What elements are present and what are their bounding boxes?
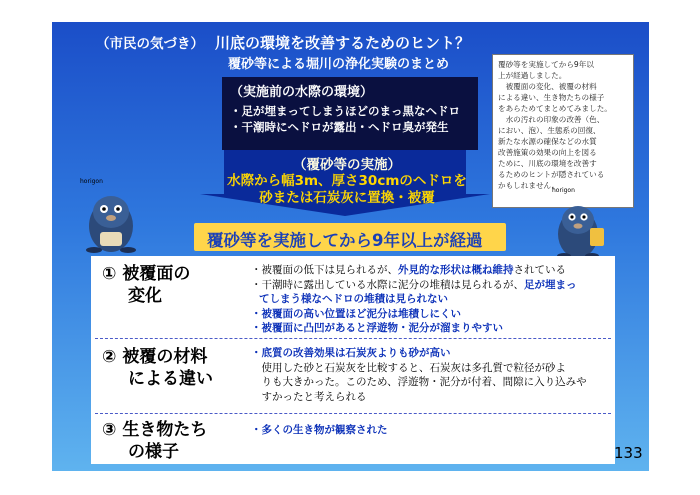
section-1-head-2: 変化 bbox=[128, 286, 162, 306]
findings-panel bbox=[91, 256, 615, 464]
section-1-head-1: 被覆面の bbox=[122, 264, 191, 284]
section-1-heading bbox=[102, 263, 190, 307]
summary-note-text: 覆砂等を実施してから9年以 上が経過しました。 被覆面の変化、被覆の材料 による違い、生き物たちの様子 をあらためてまとめてみました。 水の汚れの印象の改善（色、 におい、泡）、生態系の回復、 新たな水源の確保などの水質 改善施策の効果の向上を図る ために、川底の環境を改善す るためのヒントが隠されている かもしれません。 bbox=[498, 60, 612, 190]
mascot-right-icon bbox=[552, 192, 608, 260]
summary-note bbox=[492, 54, 634, 208]
section-divider bbox=[95, 338, 611, 339]
section-3-head-2: の様子 bbox=[128, 442, 179, 462]
action-title: （覆砂等の実施） bbox=[293, 157, 401, 173]
section-3-body bbox=[251, 423, 611, 438]
section-3-heading bbox=[102, 419, 207, 463]
before-box bbox=[222, 77, 478, 150]
slide bbox=[52, 22, 649, 471]
mascot-left-label: horigon bbox=[80, 178, 103, 185]
section-2-number: ② bbox=[102, 347, 117, 367]
header-tag: （市民の気づき） bbox=[96, 36, 204, 52]
banner-text: 覆砂等を実施してから9年以上が経過 bbox=[207, 231, 483, 250]
action-line-1: 水際から幅3m、厚さ30cmのヘドロを bbox=[227, 173, 467, 189]
section-1-line: てしまう様なヘドロの堆積は見られない bbox=[259, 293, 448, 305]
mascot-right-label: horigon bbox=[552, 187, 575, 194]
before-line-2: ・干潮時にヘドロが露出・ヘドロ臭が発生 bbox=[230, 120, 449, 134]
section-2-heading bbox=[102, 346, 213, 390]
before-title: （実施前の水際の環境） bbox=[230, 85, 374, 100]
before-line-1: ・足が埋まってしまうほどのまっ黒なヘドロ bbox=[230, 104, 460, 118]
section-1-line: ・干潮時に露出している水際に泥分の堆積は見られるが、足が埋まっ bbox=[251, 278, 577, 291]
page-number: 133 bbox=[614, 444, 643, 462]
section-2-head-1: 被覆の材料 bbox=[122, 347, 208, 367]
header-subtitle: 覆砂等による堀川の浄化実験のまとめ bbox=[228, 57, 450, 72]
section-1-number: ① bbox=[102, 264, 117, 284]
section-1-line: ・被覆面の低下は見られるが、外見的な形状は概ね維持されている bbox=[251, 264, 566, 276]
section-2-head-2: による違い bbox=[128, 369, 213, 389]
section-2-body bbox=[251, 346, 611, 404]
header-title: 川底の環境を改善するためのヒント？ bbox=[215, 34, 471, 52]
section-divider bbox=[95, 413, 611, 414]
section-1-line: ・被覆面に凸凹があると浮遊物・泥分が溜まりやすい bbox=[251, 322, 503, 334]
section-2-line: りも大きかった。このため、浮遊物・泥分が付着、間隙に入り込みや bbox=[251, 376, 587, 388]
section-2-line: ・底質の改善効果は石炭灰よりも砂が高い bbox=[251, 347, 451, 359]
section-3-head-1: 生き物たち bbox=[122, 420, 208, 440]
section-2-line: すかったと考えられる bbox=[251, 390, 367, 403]
action-line-2: 砂または石炭灰に置換・被覆 bbox=[259, 190, 435, 206]
section-1-body bbox=[251, 263, 611, 336]
section-1-line: ・被覆面の高い位置ほど泥分は堆積しにくい bbox=[251, 307, 461, 320]
section-3-line: ・多くの生き物が観察された bbox=[251, 424, 388, 436]
section-3-number: ③ bbox=[102, 420, 117, 440]
action-box bbox=[226, 148, 468, 214]
mascot-left-icon bbox=[82, 182, 140, 254]
section-2-line: 使用した砂と石炭灰を比較すると、石炭灰は多孔質で粒径が砂よ bbox=[251, 361, 566, 374]
